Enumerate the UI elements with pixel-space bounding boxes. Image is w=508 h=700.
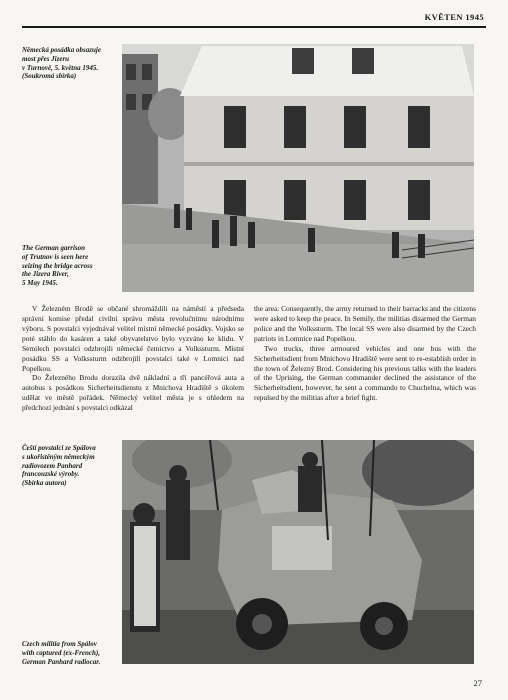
body-column-english — [254, 304, 476, 403]
page-number: 27 — [473, 678, 482, 688]
body-en-paragraph-2: Two trucks, three armoured vehicles and one bus with the Sicherheitsdient from Mnichovo Hradiště were sent to re-establish order in the town of Železný Brod. Considering his previous talks with the leaders of the Uprising, the German commander declined the assistance of the Sicherheitsdient, however, he sent a commando to Chuchelna, which was repulsed by the militias after a brief fight. — [254, 343, 476, 403]
street-scene-illustration — [122, 44, 474, 292]
photo2-caption-en: Czech militia from Spálov with captured (ex-French), German Panhard radiocar. — [22, 640, 101, 666]
body-cz-paragraph-2: Do Železného Brodu dorazila dvě nákladní a tři pancéřová auta a autobus s posádkou Sicherheitsdienstu z Mnichova Hradiště s úkolem udělat ve městě pořádek. Německý velitel města je s ohledem na předchozí jednání s povstalci odkázal — [22, 373, 244, 413]
body-en-paragraph-1: the area. Consequently, the army returned to their barracks and the citizens were asked to keep the peace. In Semily, the militias disarmed the German police and the Volkssturm. The local SS were also disarmed by the Czech patriots in Lomnice nad Popelkou. — [254, 304, 476, 343]
running-header: KVĚTEN 1945 — [424, 12, 484, 22]
photo2-caption-cz: Čeští povstalci ze Spálova s ukořistěným německým radiovozem Panhard francouzské výroby. (Sbírka autora) — [22, 444, 96, 487]
header-rule — [22, 26, 486, 28]
photo-german-garrison-bridge — [122, 44, 474, 292]
photo1-caption-cz: Německá posádka obsazuje most přes Jizeru v Turnově, 5. května 1945. (Soukromá sbírka) — [22, 46, 101, 81]
body-cz-paragraph-1: V Železném Brodě se občané shromáždili na náměstí a předseda správní komise předal civilní správu města revolučnímu národnímu výboru. S povstalci vyjednával velitel místní německé posádky. Vojsko se poté stáhlo do kasáren a také obyvatelstvo bylo vyzváno ke klidu. V Semilech povstalci odzbrojili německé četnictvo a Volkssturm. Místní posádku SS a Volkssturm odzbrojili povstalci také v Lomnici nad Popelkou. — [22, 304, 244, 373]
body-column-czech — [22, 304, 244, 413]
photo-panhard-radiocar — [122, 440, 474, 664]
armoured-car-illustration — [122, 440, 474, 664]
photo1-caption-en: The German garrison of Trutnov is seen here seizing the bridge across the Jizera River, 5 May 1945. — [22, 244, 93, 287]
